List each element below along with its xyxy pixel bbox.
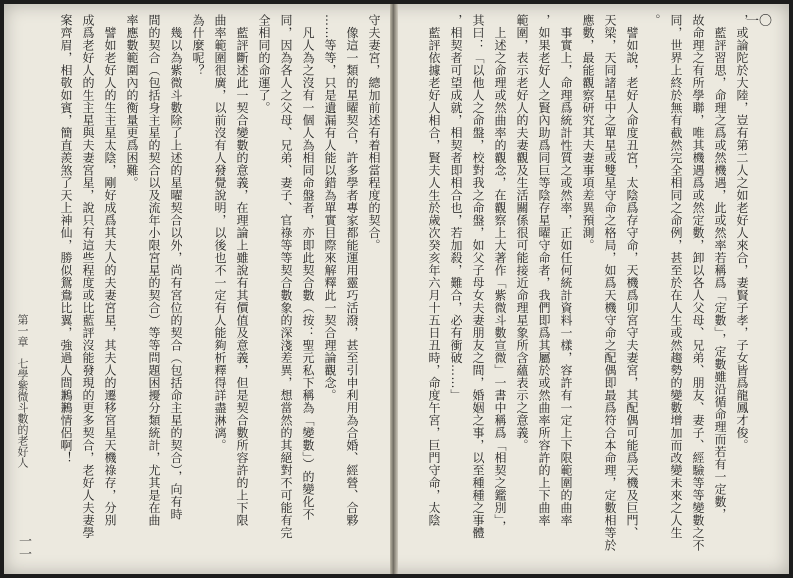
- text-column: 凡人為之沒有一個人為相同命盤者，亦即此契合數（按：聖元私下稱為「變數」）的變化不: [301, 14, 315, 521]
- text-column: 範圍，表示老好人的夫妻觀及生活關係很可能接近命理星象所含蘊表示之意義。: [515, 14, 529, 452]
- text-column: 曲率範圍很廣，以前沒有人發覺說明，以後也不一定有人能夠析釋得詳盡淋漓。: [213, 14, 227, 452]
- text-column: 天梁，天同諸星中之單星或雙星守命之格局，如爲天機守命之配偶即最爲符合本命理，定數相等於: [603, 14, 617, 552]
- text-column: 譬如老好人的生主星太陰，剛好成爲其夫人的夫妻宮星，其夫人的遷移宮星天機祿存，分別: [103, 14, 117, 527]
- text-column: ……等等，只是遺漏有人能以錯為單實目際來解釋此一契合理論觀念。: [323, 14, 337, 402]
- left-page: [12, 14, 388, 562]
- text-column: 守夫妻宮，總加前述有着相當程度的契合。: [367, 14, 381, 252]
- text-column: 間的契合（包括身主星的契合以及流年小限宮星的契合）等等問題困擾分類統計，尤其是在曲: [147, 14, 161, 527]
- text-column: 案齊眉，相敬如賓，簡直羨煞了天上神仙，勝似鴛鴦比翼，強過人間鶼鶼情侶啊！: [59, 14, 73, 464]
- text-column: ，或論陀於大陸，豈有第二人之如老好人來合，妻賢子孝，子女皆爲龍鳳才俊。: [735, 14, 749, 452]
- text-column: 故命理之有所學聯，唯其機遇爲或然定數，卸以各人父母、兄弟、朋友、妻子、經驗等等變數之不: [691, 14, 705, 552]
- text-column: 藍評斷述此一契合變數的意義，在理論上雖說有其價值及意義，但是契合數所容許的上下限: [235, 14, 249, 527]
- page-number: 一〇: [745, 14, 772, 29]
- text-column: 。: [647, 14, 661, 27]
- right-page: [404, 14, 782, 562]
- text-column: 幾以為紫微斗數除了上述的星曜契合以外，尚有宮位的契合（包括命主星的契合），向有時: [169, 14, 183, 521]
- text-column: 同，因為各人之父母、兄弟、妻子、官祿等等契合數象的深淺差異，想當然的其絕對不可能有完: [279, 14, 293, 539]
- text-column: 藍評依據老好人相合，賢夫人生於歲次癸亥年六月十五日丑時，命度午宮，巨門守命，太陰: [427, 14, 441, 527]
- text-column: ，如果老好人之賢內助爲同巨等陰存星曜守命者，我們即爲其屬於或然曲率所容許的上下曲率: [537, 14, 551, 527]
- chapter-footer: 第一章 七學紫微斗數的老好人: [16, 314, 29, 468]
- text-column: ，相契者可望成就，相契者即相合也，若加殺，難合，必有衝破……」: [449, 14, 463, 402]
- text-column: 全相同的命運了。: [257, 14, 271, 114]
- text-column: 同，世界上終於無有截然完全相同之命例，甚至於在人生或然趨勢的變數增加而改變未來之人生: [669, 14, 683, 539]
- text-column: 成爲老好人的生主星與夫妻宮星，說只有這些程度或比藍評沒能發現的更多契合，老好人夫妻學: [81, 14, 95, 539]
- text-column: 譬如說，老好人命度丑宮，太陰爲存守命，天機爲卯宮守夫妻宮，其配偶可能爲天機及巨門、: [625, 14, 639, 539]
- text-column: 率應數範圍內的衡量更爲困難。: [125, 14, 139, 189]
- page-number: 一一: [16, 534, 31, 560]
- text-column: 為什麼呢？: [191, 14, 205, 77]
- text-column: 藍評習思，命理之爲或然機遇，此或然率若稱爲「定數」，定數雖沿循命理而若有一定數，: [713, 14, 727, 521]
- text-column: 像這一類的星曜契合，許多學者專家都能運用靈巧活潑，甚至引申利用為合婚、經營、合夥: [345, 14, 359, 527]
- book-gutter: [390, 4, 398, 574]
- text-column: 上述之命理或然曲率的觀念，在觀察上大著作「紫微斗數宣微」一書中稱爲「相契之鑑別」，: [493, 14, 507, 533]
- text-column: 其曰：「以他人之命盤，校對我之命盤，如父子母女夫妻朋友之間，婚姻之事，以至種種之事體: [471, 14, 485, 539]
- text-column: 應數，最能觀察研究其夫妻事項差異預測。: [581, 14, 595, 252]
- text-column: 事實上，命理爲統計性質之或然率，正如任何統計資料一樣，容許有一定上下限範圍的曲率: [559, 14, 573, 527]
